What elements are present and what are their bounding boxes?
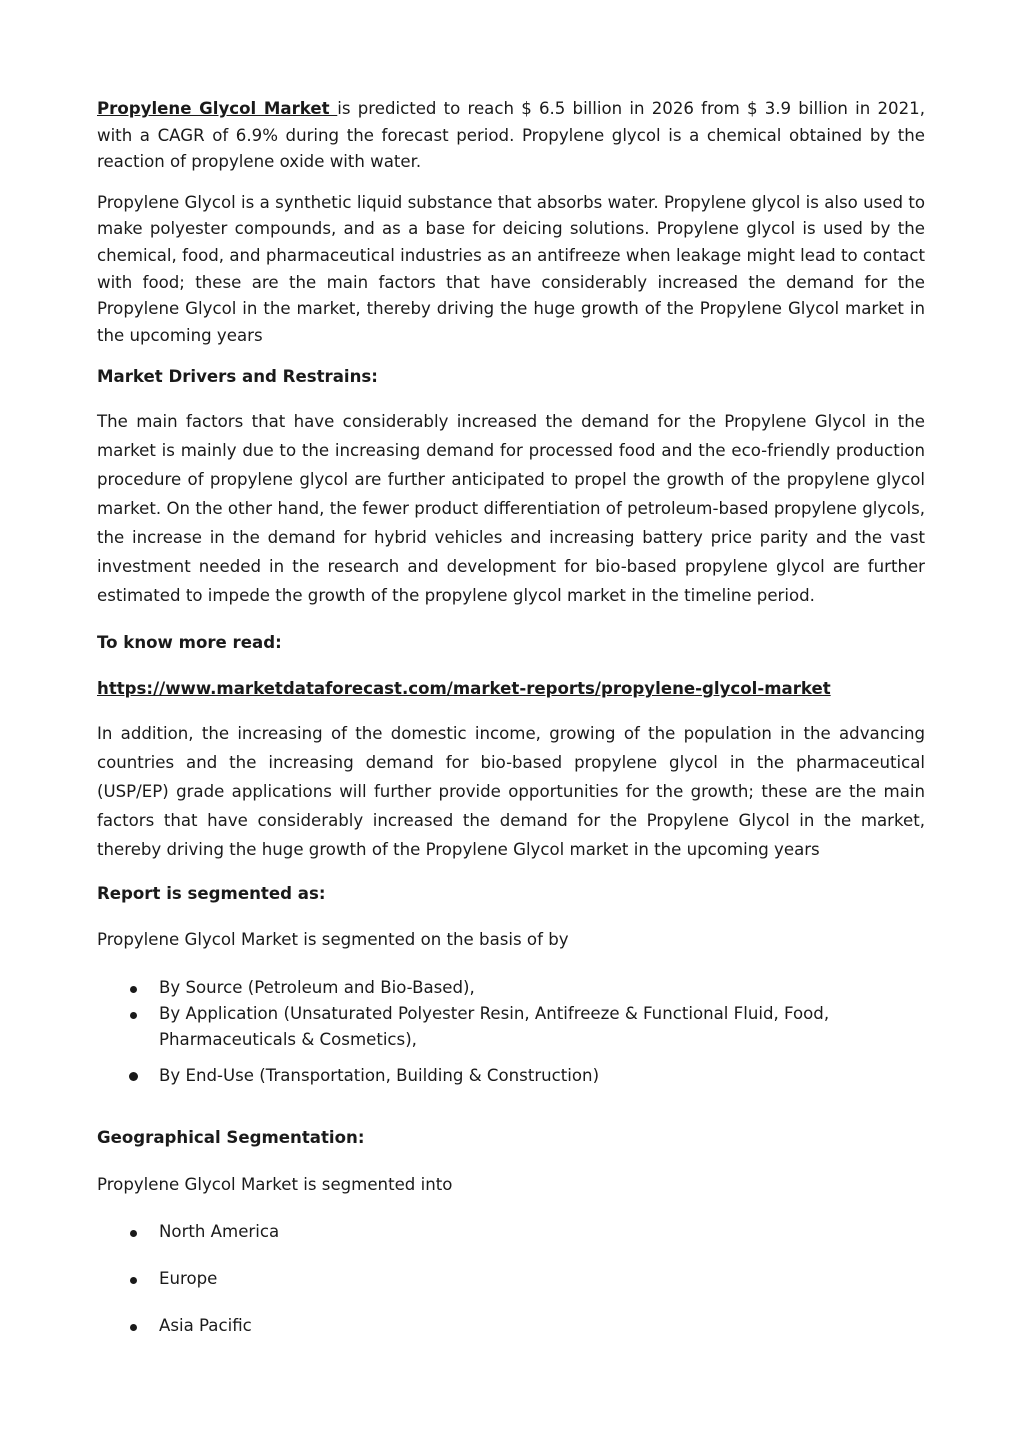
- intro-paragraph: [97, 96, 925, 176]
- geo-intro: Propylene Glycol Market is segmented into: [97, 1175, 453, 1195]
- segment-list: [97, 975, 925, 1089]
- segmented-intro: Propylene Glycol Market is segmented on the basis of by: [97, 930, 569, 950]
- drivers-heading: Market Drivers and Restrains:: [97, 367, 378, 387]
- document-page: [97, 96, 925, 1339]
- region-list: [97, 1219, 925, 1339]
- read-more-heading: To know more read:: [97, 633, 282, 653]
- list-item: North America: [97, 1219, 925, 1245]
- bullet-icon: [130, 1230, 137, 1237]
- list-item: By Application (Unsaturated Polyester Resin, Antifreeze & Functional Fluid, Food, Pharmaceuticals & Cosmetics),: [97, 1001, 925, 1053]
- list-item: Asia Pacific: [97, 1313, 925, 1339]
- propylene-glycol-market-link[interactable]: Propylene Glycol Market: [97, 99, 338, 118]
- addition-paragraph: In addition, the increasing of the domestic income, growing of the population in the advancing countries and the increasing demand for bio-based propylene glycol in the pharmaceutical (USP/EP) grade applications will further provide opportunities for the growth; these are the main factors that have considerably increased the demand for the Propylene Glycol in the market, thereby driving the huge growth of the Propylene Glycol market in the upcoming years: [97, 724, 925, 860]
- intro-text: is predicted to reach $ 6.5 billion in 2026 from $ 3.9 billion in 2021, with a CAGR of 6.9% during the forecast period. Propylene glycol is a chemical obtained by the reaction of propylene oxide with water.: [97, 99, 925, 172]
- segmented-heading: Report is segmented as:: [97, 884, 326, 904]
- list-item: Europe: [97, 1266, 925, 1292]
- bullet-icon: [130, 1277, 137, 1284]
- bullet-icon: [130, 1324, 137, 1331]
- description-paragraph: Propylene Glycol is a synthetic liquid substance that absorbs water. Propylene glycol is also used to make polyester compounds, and as a base for deicing solutions. Propylene glycol is used by the chemical, food, and pharmaceutical industries as an antifreeze when leakage might lead to contact with food; these are the main factors that have considerably increased the demand for the Propylene Glycol in the market, thereby driving the huge growth of the Propylene Glycol market in the upcoming years: [97, 192, 925, 345]
- list-item: By End-Use (Transportation, Building & Construction): [97, 1063, 925, 1089]
- list-item: By Source (Petroleum and Bio-Based),: [97, 975, 925, 1001]
- report-url-link[interactable]: https://www.marketdataforecast.com/market-reports/propylene-glycol-market: [97, 679, 831, 699]
- geo-heading: Geographical Segmentation:: [97, 1128, 365, 1148]
- bullet-icon: [130, 1012, 137, 1019]
- bullet-icon: [129, 1072, 138, 1081]
- drivers-paragraph: The main factors that have considerably increased the demand for the Propylene Glycol in the market is mainly due to the increasing demand for processed food and the eco-friendly production procedure of propylene glycol are further anticipated to propel the growth of the propylene glycol market. On the other hand, the fewer product differentiation of petroleum-based propylene glycols, the increase in the demand for hybrid vehicles and increasing battery price parity and the vast investment needed in the research and development for bio-based propylene glycol are further estimated to impede the growth of the propylene glycol market in the timeline period.: [97, 412, 925, 606]
- bullet-icon: [130, 986, 137, 993]
